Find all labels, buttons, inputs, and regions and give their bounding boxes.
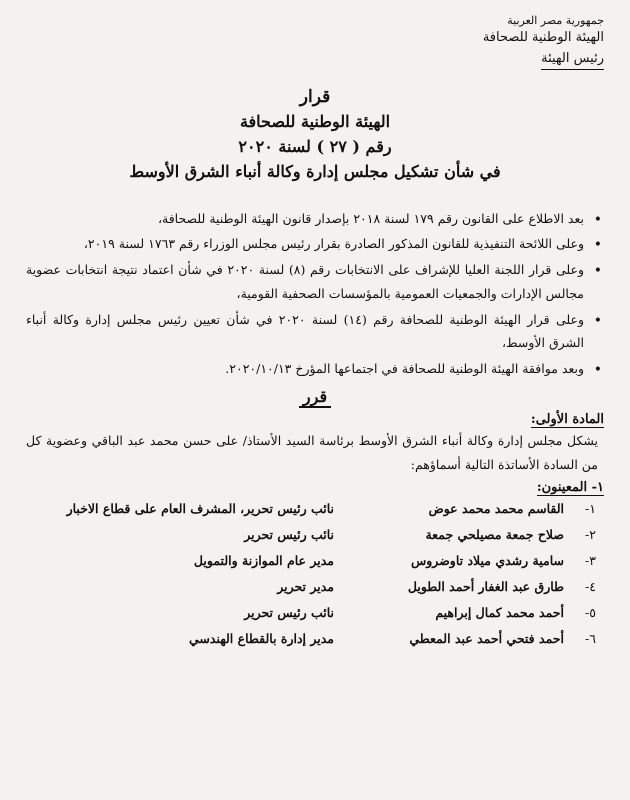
member-row — [26, 579, 604, 605]
member-name: سامية رشدي ميلاد تاوضروس — [411, 553, 564, 569]
members-list — [26, 501, 604, 657]
decree-number: رقم ( ٢٧ ) لسنة ٢٠٢٠ — [238, 137, 392, 157]
member-number: ٢- — [585, 527, 596, 543]
member-number: ١- — [585, 501, 596, 517]
preamble-item: • وعلى قرار الهيئة الوطنية للصحافة رقم (١٤) لسنة ٢٠٢٠ في شأن تعيين رئيس مجلس إدارة وكالة أنباء الشرق الأوسط، — [26, 308, 584, 356]
member-name: صلاح جمعة مصيلحي جمعة — [425, 527, 564, 543]
preamble-item: • وبعد موافقة الهيئة الوطنية للصحافة في اجتماعها المؤرخ ٢٠٢٠/١٠/١٣. — [26, 357, 584, 381]
member-row — [26, 605, 604, 631]
member-row — [26, 631, 604, 657]
member-title: مدير عام الموازنة والتمويل — [193, 553, 334, 569]
member-number: ٥- — [585, 605, 596, 621]
member-row — [26, 553, 604, 579]
member-title: نائب رئيس تحرير — [244, 527, 334, 543]
member-title: نائب رئيس تحرير، المشرف العام على قطاع الاخبار — [66, 501, 334, 517]
member-number: ٣- — [585, 553, 596, 569]
member-name: أحمد فتحي أحمد عبد المعطي — [409, 631, 564, 647]
letterhead — [26, 14, 604, 70]
member-number: ٦- — [585, 631, 596, 647]
preamble-item: • بعد الاطلاع على القانون رقم ١٧٩ لسنة ٢٠١٨ بإصدار قانون الهيئة الوطنية للصحافة، — [26, 207, 584, 231]
appointed-title: ١- المعينون: — [536, 480, 604, 496]
member-number: ٤- — [585, 579, 596, 595]
decision-heading — [26, 387, 604, 406]
decision-heading-text: قرر — [299, 387, 331, 408]
letterhead-office: رئيس الهيئة — [541, 50, 604, 70]
member-name: أحمد محمد كمال إبراهيم — [435, 605, 564, 621]
appointed-heading — [26, 480, 604, 495]
preamble-item: • وعلى قرار اللجنة العليا للإشراف على الانتخابات رقم (٨) لسنة ٢٠٢٠ في شأن اعتماد نتيجة انتخابات عضوية مجالس الإدارات والجمعيات العمومية بالمؤسسات الصحفية القومية، — [26, 258, 584, 306]
member-row — [26, 501, 604, 527]
decree-subject: في شأن تشكيل مجلس إدارة وكالة أنباء الشرق الأوسط — [129, 161, 501, 181]
decree-titles — [26, 84, 604, 185]
preamble-list — [26, 207, 604, 381]
member-title: مدير تحرير — [277, 579, 334, 595]
preamble-item: • وعلى اللائحة التنفيذية للقانون المذكور الصادرة بقرار رئيس مجلس الوزراء رقم ١٧٦٣ لسنة ٢٠١٩، — [26, 232, 584, 256]
member-name: القاسم محمد محمد عوض — [428, 501, 564, 517]
letterhead-authority: الهيئة الوطنية للصحافة — [482, 29, 604, 45]
letterhead-country: جمهورية مصر العربية — [507, 14, 604, 27]
article-1-heading — [26, 412, 604, 427]
member-name: طارق عبد الغفار أحمد الطويل — [407, 579, 564, 595]
member-title: مدير إدارة بالقطاع الهندسي — [189, 631, 334, 647]
decree-title: قرار — [299, 86, 331, 107]
member-title: نائب رئيس تحرير — [244, 605, 334, 621]
decree-authority: الهيئة الوطنية للصحافة — [239, 112, 391, 132]
article-1-title: المادة الأولى: — [530, 411, 604, 427]
article-1-text: يشكل مجلس إدارة وكالة أنباء الشرق الأوسط برئاسة السيد الأستاذ/ على حسن محمد عبد الباقي وعضوية كل من السادة الأساتذة التالية أسماؤهم: — [26, 432, 598, 472]
member-row — [26, 527, 604, 553]
